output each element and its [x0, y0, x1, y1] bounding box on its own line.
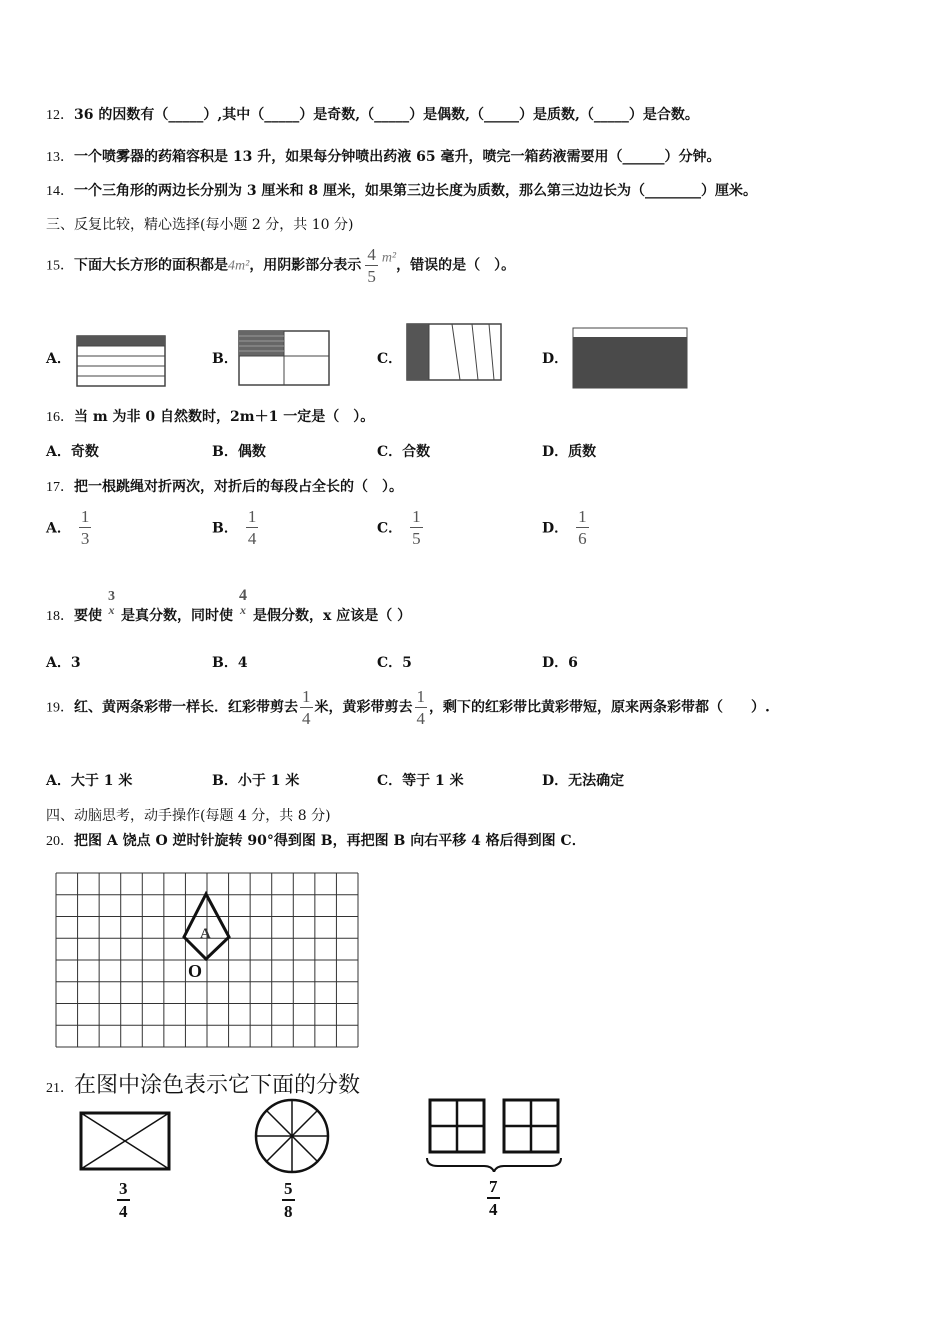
option-text: 奇数 [70, 444, 99, 460]
question-number: 18． [46, 609, 74, 624]
option-a[interactable]: A． [46, 351, 71, 367]
question-text: 把图 A 饶点 O 逆时针旋转 90°得到图 B，再把图 B 向右平移 4 格后得到图 C． [74, 833, 586, 849]
option-label: D． [542, 444, 569, 460]
numerator: 1 [80, 507, 90, 526]
option-label: B． [212, 773, 238, 789]
question-number: 13． [46, 150, 74, 165]
question-text: 一个喷雾器的药箱容积是 13 升，如果每分钟喷出药液 65 毫升，喷完一箱药液需要用（______）分钟。 [74, 149, 721, 165]
question-text-post: ，错误的是（ ）。 [396, 257, 516, 274]
option-a[interactable] [46, 770, 132, 790]
fraction [117, 1180, 130, 1220]
fraction-bar [246, 527, 259, 528]
question-text-mid: 是真分数，同时使 [121, 608, 233, 624]
denominator: 4 [119, 1202, 128, 1221]
numerator: 1 [412, 507, 421, 526]
option-d[interactable] [542, 508, 589, 547]
denominator: 5 [412, 529, 421, 548]
question-text: 把一根跳绳对折两次，对折后的每段占全长的（ ）。 [74, 479, 403, 495]
denominator: 4 [489, 1200, 498, 1219]
option-d[interactable] [542, 441, 596, 461]
option-a[interactable] [46, 508, 91, 547]
figure-d-rectangle [570, 325, 690, 391]
question-text-post: 是假分数，x 应该是（ ） [253, 608, 412, 624]
numerator: 1 [578, 507, 587, 526]
option-label: C． [377, 520, 403, 537]
option-text: 小于 1 米 [237, 773, 300, 789]
option-label: D． [542, 655, 569, 671]
question-text-mid: ，用阴影部分表示 [249, 257, 362, 274]
label-o: O [188, 961, 203, 981]
option-b[interactable]: B． [212, 351, 238, 367]
section-heading: 四、动脑思考，动手操作(每题 4 分，共 8 分) [46, 808, 331, 824]
option-text: 质数 [568, 444, 597, 460]
numerator: 4 [367, 245, 376, 264]
numerator: 7 [489, 1177, 498, 1196]
denominator: 6 [578, 529, 587, 548]
question-text: 红、黄两条彩带一样长．红彩带剪去 [74, 699, 298, 716]
option-a[interactable] [46, 441, 99, 461]
question-21 [46, 1068, 360, 1099]
option-label: A． [46, 444, 71, 460]
option-text: 合数 [402, 444, 431, 460]
question-20 [46, 830, 586, 850]
option-b[interactable] [212, 770, 299, 790]
fraction-bar [300, 707, 313, 708]
fraction-bar [410, 527, 423, 528]
option-c[interactable] [377, 652, 412, 672]
denominator: x [108, 603, 115, 617]
denominator: x [240, 603, 246, 617]
denominator: 3 [80, 529, 90, 548]
option-text: 等于 1 米 [402, 773, 464, 789]
question-15 [46, 246, 515, 285]
option-label: C． [377, 444, 403, 460]
figure-a-rectangle [74, 333, 168, 389]
option-d[interactable] [542, 652, 578, 672]
question-text: 一个三角形的两边长分别为 3 厘米和 8 厘米，如果第三边长度为质数，那么第三边边长为（________）厘米。 [74, 183, 757, 199]
option-label: B． [212, 655, 238, 671]
question-16 [46, 406, 374, 426]
question-18 [46, 588, 411, 625]
option-text: 3 [70, 655, 81, 671]
figure-circle [252, 1096, 332, 1176]
question-text: 当 m 为非 0 自然数时，2m＋1 一定是（ ）。 [74, 409, 375, 425]
option-text: 5 [402, 655, 412, 671]
unit: m² [381, 250, 397, 266]
figure-rectangle-x [78, 1110, 172, 1172]
question-number: 21． [46, 1081, 74, 1096]
question-text: 在图中涂色表示它下面的分数 [74, 1073, 361, 1098]
question-13 [46, 146, 720, 166]
section-heading: 三、反复比较，精心选择(每小题 2 分，共 10 分) [46, 217, 354, 233]
question-text-post: ，剩下的红彩带比黄彩带短，原来两条彩带都（ ）. [429, 699, 770, 716]
fraction [576, 508, 589, 547]
question-14 [46, 180, 757, 200]
option-label: C． [377, 655, 403, 671]
question-number: 15． [46, 258, 74, 274]
option-a[interactable] [46, 652, 81, 672]
numerator: 1 [416, 687, 425, 706]
fraction [410, 508, 423, 547]
option-c[interactable] [377, 770, 464, 790]
option-label: D． [542, 773, 569, 789]
numerator: 4 [239, 587, 247, 604]
denominator: 8 [284, 1202, 293, 1221]
question-number: 16． [46, 410, 74, 425]
question-text: 下面大长方形的面积都是 [74, 257, 228, 274]
option-label: A． [46, 773, 71, 789]
question-number: 19． [46, 700, 74, 716]
fraction [106, 590, 117, 616]
fraction [246, 508, 259, 547]
option-label: C． [377, 773, 403, 789]
question-text: 36 的因数有（_____）,其中（_____）是奇数,（_____）是偶数,（_____）是质数,（_____）是合数。 [74, 107, 699, 123]
option-label: A． [46, 520, 71, 537]
question-number: 14． [46, 184, 74, 199]
denominator: 4 [247, 529, 257, 548]
option-text: 大于 1 米 [70, 773, 133, 789]
fraction-bar [365, 265, 378, 266]
fraction [79, 508, 92, 547]
numerator: 3 [119, 1179, 128, 1198]
fraction-bar [117, 1199, 130, 1201]
figure-b-rectangle [236, 328, 332, 388]
fraction [487, 1178, 500, 1218]
fraction-bar [487, 1197, 500, 1199]
question-number: 20． [46, 834, 74, 849]
option-c[interactable]: C． [377, 351, 403, 367]
option-text: 4 [237, 655, 248, 671]
figure-two-squares [424, 1096, 564, 1172]
fraction-bar [282, 1199, 295, 1201]
question-text-mid: 米，黄彩带剪去 [314, 699, 413, 716]
option-label: B． [212, 520, 238, 537]
fraction-bar [576, 527, 589, 528]
fraction [415, 688, 428, 727]
denominator: 5 [367, 267, 376, 286]
question-17 [46, 476, 403, 496]
option-b[interactable] [212, 441, 266, 461]
area-expression: 4m² [228, 258, 250, 274]
numerator: 5 [284, 1179, 293, 1198]
figure-c-rectangle [404, 321, 504, 383]
option-text: 无法确定 [568, 773, 625, 789]
option-text: 6 [568, 655, 578, 671]
question-number: 17． [46, 480, 74, 495]
option-text: 偶数 [237, 444, 266, 460]
denominator: 4 [416, 709, 425, 728]
option-label: B． [212, 444, 238, 460]
question-19 [46, 688, 770, 727]
option-c[interactable] [377, 441, 430, 461]
fraction [300, 688, 313, 727]
denominator: 4 [302, 709, 311, 728]
fraction [282, 1180, 295, 1220]
fraction [237, 588, 249, 616]
label-a: A [200, 926, 211, 942]
question-number: 12． [46, 108, 74, 123]
option-b[interactable] [212, 508, 258, 547]
option-b[interactable] [212, 652, 248, 672]
numerator: 1 [247, 507, 257, 526]
numerator: 1 [302, 687, 311, 706]
fraction-bar [79, 527, 92, 528]
question-12 [46, 104, 699, 124]
option-label: D． [542, 520, 569, 537]
fraction [365, 246, 378, 285]
option-d[interactable]: D． [542, 351, 569, 367]
option-d[interactable] [542, 770, 624, 790]
numerator: 3 [108, 589, 115, 604]
option-label: A． [46, 655, 71, 671]
question-text: 要使 [74, 608, 102, 624]
option-c[interactable] [377, 508, 423, 547]
fraction-bar [415, 707, 428, 708]
grid-figure [54, 871, 360, 1049]
